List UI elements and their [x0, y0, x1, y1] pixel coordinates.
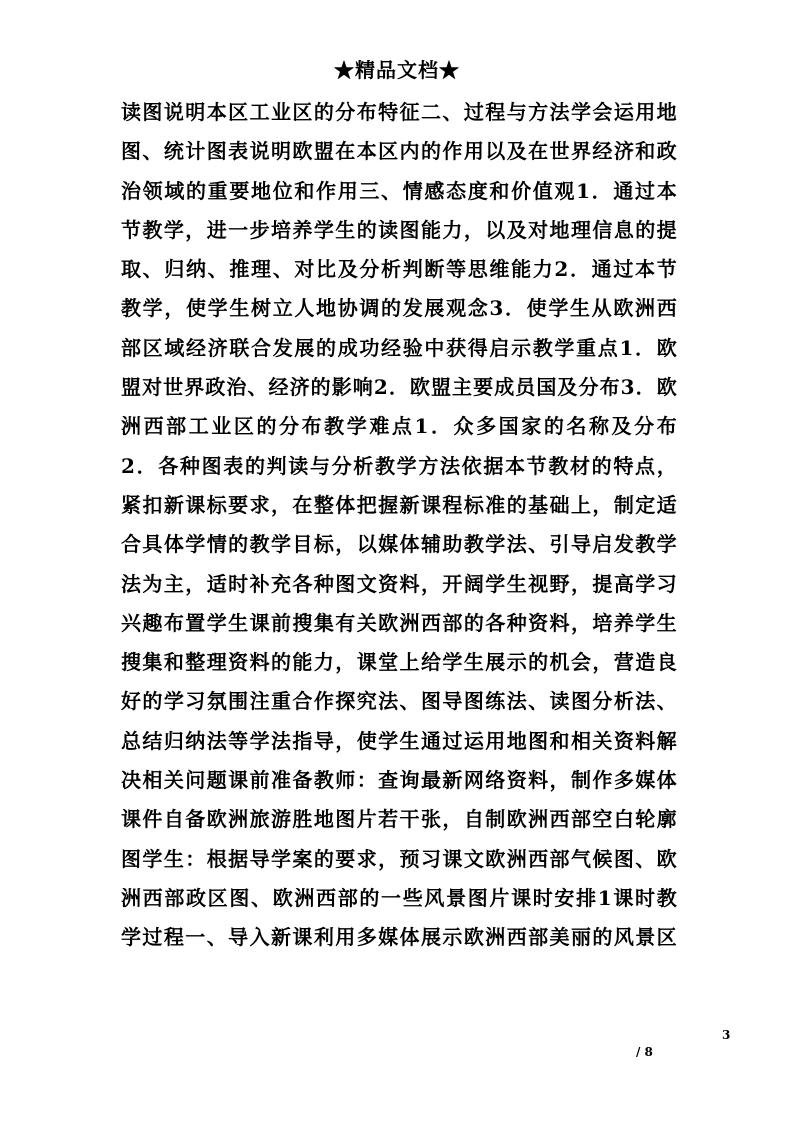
- body-line: 洲西部政区图、欧洲西部的一些风景图片课时安排1课时教: [121, 885, 677, 910]
- body-line: 取、归纳、推理、对比及分析判断等思维能力2．通过本节: [121, 257, 677, 282]
- body-line: 图、统计图表说明欧盟在本区内的作用以及在世界经济和政: [121, 139, 677, 164]
- body-line: 2．各种图表的判读与分析教学方法依据本节教材的特点，: [121, 453, 677, 478]
- body-line: 图学生：根据导学案的要求，预习课文欧洲西部气候图、欧: [121, 846, 677, 871]
- body-line: 学过程一、导入新课利用多媒体展示欧洲西部美丽的风景区: [121, 925, 677, 950]
- page-number: 3: [722, 1028, 731, 1042]
- body-line: 节教学，进一步培养学生的读图能力，以及对地理信息的提: [121, 217, 677, 242]
- page-header-title: ★精品文档★: [334, 58, 460, 82]
- body-line: 搜集和整理资料的能力，课堂上给学生展示的机会，营造良: [121, 650, 677, 675]
- body-line: 部区域经济联合发展的成功经验中获得启示教学重点1．欧: [121, 335, 677, 360]
- body-line: 盟对世界政治、经济的影响2．欧盟主要成员国及分布3．欧: [121, 375, 677, 400]
- body-line: 治领域的重要地位和作用三、情感态度和价值观1．通过本: [121, 178, 677, 203]
- body-line: 法为主，适时补充各种图文资料，开阔学生视野，提高学习: [121, 571, 677, 596]
- body-line: 课件自备欧洲旅游胜地图片若干张，自制欧洲西部空白轮廓: [121, 807, 677, 832]
- document-body: [121, 93, 677, 958]
- body-line: 紧扣新课标要求，在整体把握新课程标准的基础上，制定适: [121, 492, 677, 517]
- body-line: 洲西部工业区的分布教学难点1．众多国家的名称及分布: [121, 414, 677, 439]
- body-line: 总结归纳法等学法指导，使学生通过运用地图和相关资料解: [121, 728, 677, 753]
- body-line: 合具体学情的教学目标，以媒体辅助教学法、引导启发教学: [121, 532, 677, 557]
- body-line: 兴趣布置学生课前搜集有关欧洲西部的各种资料，培养学生: [121, 610, 677, 635]
- page-total: / 8: [636, 1045, 653, 1059]
- body-line: 读图说明本区工业区的分布特征二、过程与方法学会运用地: [121, 100, 677, 124]
- body-line: 教学，使学生树立人地协调的发展观念3．使学生从欧洲西: [121, 296, 677, 321]
- body-line: 决相关问题课前准备教师：查询最新网络资料，制作多媒体: [121, 768, 677, 793]
- body-line: 好的学习氛围注重合作探究法、图导图练法、读图分析法、: [121, 689, 677, 714]
